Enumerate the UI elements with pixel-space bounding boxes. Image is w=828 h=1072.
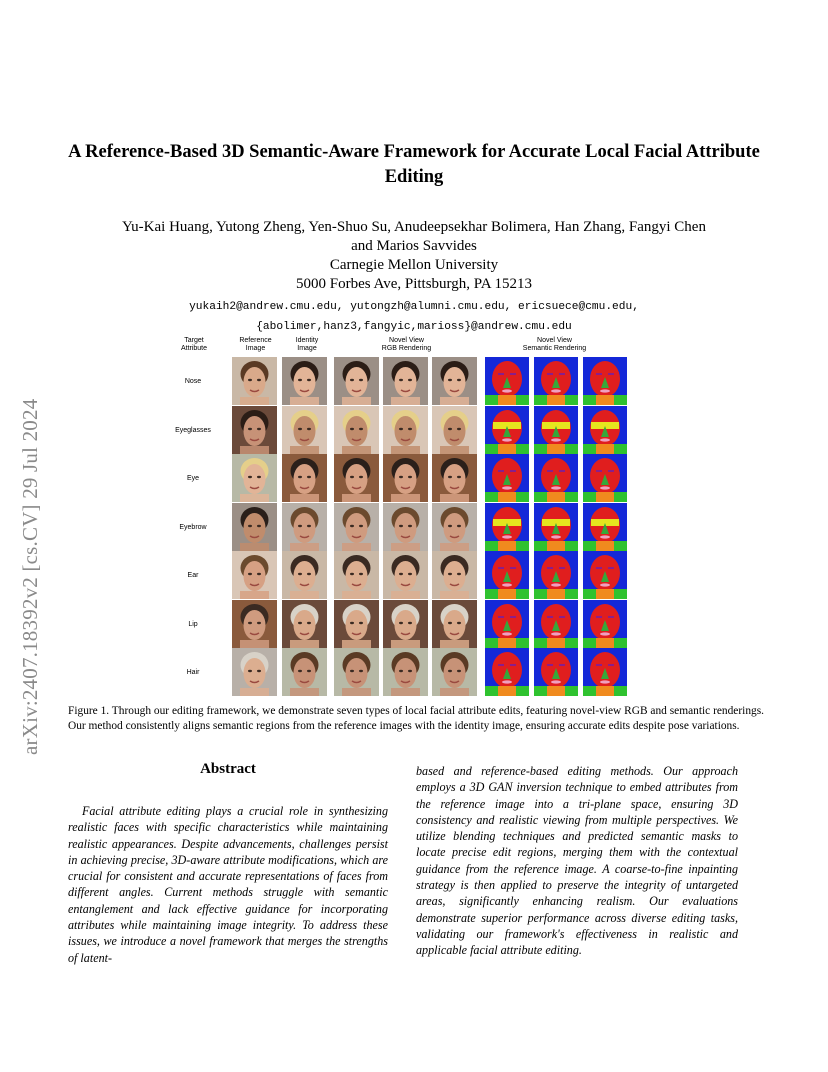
semantic-rendering	[583, 454, 627, 502]
figure-1	[160, 337, 630, 699]
paper-title: A Reference-Based 3D Semantic-Aware Framework for Accurate Local Facial Attribute Editing	[68, 142, 760, 187]
semantic-rendering	[485, 600, 529, 648]
abstract-heading: Abstract	[200, 761, 256, 777]
identity-image	[282, 454, 327, 502]
row-label: Hair	[186, 669, 200, 676]
rgb-rendering	[432, 648, 477, 696]
row-label: Eyeglasses	[175, 426, 211, 434]
row-label: Ear	[187, 572, 199, 579]
semantic-rendering	[485, 551, 529, 599]
header-semantic-rendering: Novel View Semantic Rendering	[522, 337, 587, 352]
reference-image	[232, 551, 277, 599]
header-rgb-rendering: Novel View RGB Rendering	[381, 337, 432, 352]
row-label: Eyebrow	[179, 523, 207, 531]
rgb-rendering	[432, 600, 477, 648]
abstract-left-column: Facial attribute editing plays a crucial role in synthesizing realistic faces with specific characteristics while maintaining realistic appearances. Despite advancements, challenges persist in achieving precise, 3D-aware attribute modifications, which are crucial for consistent and accurate representations of faces from different angles. Current methods struggle with semantic entanglement and lack effective guidance for incorporating attributes while maintaining image integrity. To address these issues, we introduce a novel framework that merges the strengths of latent-	[68, 804, 388, 965]
semantic-rendering	[485, 406, 529, 454]
authors-line-1: Yu-Kai Huang, Yutong Zheng, Yen-Shuo Su, Anudeepsekhar Bolimera, Han Zhang, Fangyi Chen	[122, 219, 706, 235]
rgb-rendering	[383, 454, 428, 502]
rgb-rendering	[432, 454, 477, 502]
reference-image	[232, 503, 277, 551]
semantic-rendering	[485, 454, 529, 502]
rgb-rendering	[432, 503, 477, 551]
semantic-rendering	[583, 648, 627, 696]
rgb-rendering	[334, 406, 379, 454]
row-label: Lip	[188, 620, 198, 628]
rgb-rendering	[383, 648, 428, 696]
semantic-rendering	[534, 551, 578, 599]
semantic-rendering	[583, 503, 627, 551]
semantic-rendering	[485, 648, 529, 696]
identity-image	[282, 357, 327, 405]
arxiv-margin-id: arXiv:2407.18392v2 [cs.CV] 29 Jul 2024	[18, 398, 42, 755]
semantic-rendering	[583, 600, 627, 648]
semantic-rendering	[485, 357, 529, 405]
rgb-rendering	[383, 600, 428, 648]
header-target-attribute: Target Attribute	[180, 337, 208, 352]
rgb-rendering	[334, 600, 379, 648]
semantic-rendering	[534, 648, 578, 696]
reference-image	[232, 406, 277, 454]
row-label: Eye	[186, 475, 200, 482]
affiliation: Carnegie Mellon University	[329, 257, 499, 273]
rgb-rendering	[383, 357, 428, 405]
reference-image	[232, 357, 277, 405]
figure-caption: Figure 1. Through our editing framework, we demonstrate seven types of local facial attribute edits, featuring novel-view RGB and semantic renderings. Our method consistently aligns semantic regions from the reference images with the identity image, ensuring accurate edits despite pose variations.	[68, 705, 764, 732]
address: 5000 Forbes Ave, Pittsburgh, PA 15213	[295, 276, 532, 292]
rgb-rendering	[334, 503, 379, 551]
rgb-rendering	[383, 551, 428, 599]
semantic-rendering	[534, 600, 578, 648]
semantic-rendering	[534, 357, 578, 405]
rgb-rendering	[334, 454, 379, 502]
rgb-rendering	[334, 357, 379, 405]
semantic-rendering	[534, 406, 578, 454]
reference-image	[232, 648, 277, 696]
semantic-rendering	[534, 454, 578, 502]
identity-image	[282, 406, 327, 454]
reference-image	[232, 600, 277, 648]
emails-line-2: {abolimer,hanz3,fangyic,marioss}@andrew.cmu.edu	[256, 321, 572, 333]
rgb-rendering	[432, 406, 477, 454]
rgb-rendering	[432, 357, 477, 405]
reference-image	[232, 454, 277, 502]
identity-image	[282, 503, 327, 551]
semantic-rendering	[534, 503, 578, 551]
author-block	[60, 218, 768, 294]
semantic-rendering	[485, 503, 529, 551]
email-block	[60, 297, 768, 337]
header-reference-image: Reference Image	[239, 337, 272, 352]
header-identity-image: Identity Image	[295, 337, 319, 352]
identity-image	[282, 648, 327, 696]
rgb-rendering	[432, 551, 477, 599]
rgb-rendering	[383, 406, 428, 454]
rgb-rendering	[334, 648, 379, 696]
semantic-rendering	[583, 551, 627, 599]
row-label: Nose	[184, 378, 202, 385]
rgb-rendering	[383, 503, 428, 551]
rgb-rendering	[334, 551, 379, 599]
authors-line-2: and Marios Savvides	[351, 238, 477, 254]
identity-image	[282, 551, 327, 599]
emails-line-1: yukaih2@andrew.cmu.edu, yutongzh@alumni.cmu.edu, ericsuece@cmu.edu,	[189, 301, 639, 313]
semantic-rendering	[583, 357, 627, 405]
abstract-right-column: based and reference-based editing methods. Our approach employs a 3D GAN inversion technique to embed attributes from the reference image into a tri-plane space, ensuring 3D consistency and realistic viewing from multiple perspectives. We utilize blending techniques and predicted semantic masks to locate precise edit regions, merging them with the contextual guidance from the reference image. A coarse-to-fine inpainting strategy is then applied to preserve the integrity of untargeted areas, significantly enhancing realism. Our evaluations demonstrate superior performance across diverse editing tasks, validating our framework's effectiveness in realistic and applicable facial attribute editing.	[416, 764, 738, 958]
identity-image	[282, 600, 327, 648]
semantic-rendering	[583, 406, 627, 454]
